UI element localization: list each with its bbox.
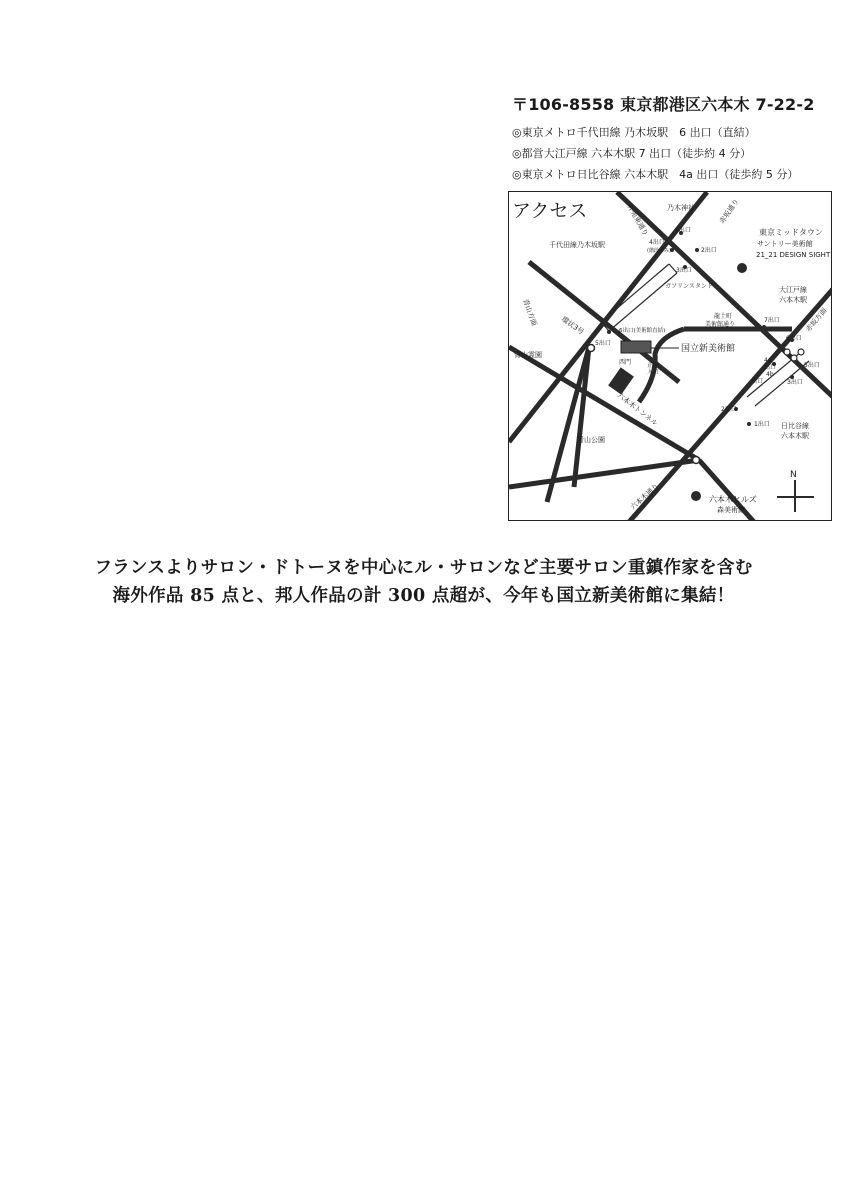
- label-exit4b: 4b: [766, 371, 774, 378]
- label-gaien: 外苑東通り: [625, 203, 650, 238]
- label-roppongi-st-hibiya: 六本木駅: [781, 432, 809, 440]
- access-hibiya: ◎東京メトロ日比谷線 六本木駅 4a 出口（徒歩約 5 分）: [512, 168, 799, 181]
- label-chiyoda: 千代田線乃木坂駅: [549, 241, 605, 249]
- map-title: アクセス: [512, 200, 588, 222]
- label-shomen: 正面: [647, 362, 660, 369]
- label-midtown: 東京ミッドタウン: [759, 228, 823, 237]
- label-exit4a: 4a: [764, 357, 772, 364]
- label-roppongi-dori: 六本木通り: [628, 482, 661, 512]
- label-akasaka-dir: 赤坂方面: [804, 306, 829, 334]
- label-exit3-right: 3出口: [787, 379, 803, 386]
- label-exit6: 6出口: [786, 335, 802, 342]
- label-exit7: 7出口: [764, 317, 780, 324]
- headline-line-2: 海外作品 85 点と、邦人作品の計 300 点超が、今年も国立新美術館に集結！: [112, 586, 735, 606]
- label-exit6-note: 6出口(美術館直結): [619, 328, 666, 334]
- label-bijutsukan-dori: 美術館通り: [705, 321, 736, 328]
- label-iriguchi: 入口: [647, 369, 660, 376]
- north-label: N: [790, 470, 797, 480]
- label-gasoline: ガソリンスタンド: [665, 283, 713, 290]
- label-exit5: 5出口: [595, 340, 611, 347]
- label-aoyama-cemetery: 青山霊園: [514, 351, 542, 359]
- label-exit4a-suffix: 出口: [764, 364, 777, 371]
- label-exit5-right: 5出口: [804, 362, 820, 369]
- midtown-marker: [737, 263, 747, 273]
- label-mori: 森美術館: [717, 506, 745, 514]
- label-hills: 六本木ヒルズ: [709, 495, 757, 504]
- nact-building: [621, 341, 651, 353]
- label-exit3: 3出口: [676, 267, 692, 274]
- label-ryudo: 龍土町: [714, 313, 733, 320]
- access-nogizaka: ◎東京メトロ千代田線 乃木坂駅 6 出口（直結）: [512, 126, 756, 139]
- label-nact: 国立新美術館: [681, 344, 736, 354]
- label-exit4: 4出口: [649, 239, 665, 246]
- hills-intersection-marker: [693, 457, 700, 464]
- label-nishimon: 西門: [619, 359, 632, 366]
- hills-marker: [691, 491, 701, 501]
- north-arrow-icon: [777, 480, 814, 512]
- label-design-sight: 21_21 DESIGN SIGHT: [756, 251, 831, 259]
- label-akasaka: 赤坂通り: [718, 197, 741, 226]
- label-nogi-jinja: 乃木神社: [667, 204, 695, 212]
- label-roppongi-st: 六本木駅: [779, 296, 807, 304]
- label-aoyama-park: 青山公園: [577, 436, 605, 444]
- access-oedo: ◎都営大江戸線 六本木駅 7 出口（徒歩約 4 分）: [512, 147, 752, 160]
- label-exit2-lower: 2出口: [721, 406, 737, 413]
- oedo-station-markers: [784, 349, 804, 361]
- label-oedo: 大江戸線: [779, 286, 807, 294]
- label-aoyama-dir: 青山方面: [521, 297, 539, 327]
- access-map: [508, 191, 832, 521]
- label-kanjo3: 環状3号: [559, 315, 586, 337]
- label-exit4b-suffix: 出口: [751, 378, 764, 385]
- label-suntory: サントリー美術館: [757, 240, 813, 248]
- label-hibiya: 日比谷線: [781, 422, 809, 430]
- label-exit2: 2出口: [701, 247, 717, 254]
- address-block: [512, 92, 832, 187]
- label-exit1: 1出口: [675, 227, 691, 234]
- access-map-graphic: [509, 192, 832, 521]
- label-tunnel: 六本木トンネル: [615, 391, 660, 428]
- label-exit1-lower: 1出口: [754, 421, 770, 428]
- intersection-marker: [588, 345, 595, 352]
- label-exit4-note: (階段のみ): [647, 248, 671, 254]
- postal-address: 〒106-8558 東京都港区六本木 7-22-2: [512, 95, 815, 114]
- headline-line-1: フランスよりサロン・ドトーヌを中心にル・サロンなど主要サロン重鎮作家を含む: [94, 558, 753, 578]
